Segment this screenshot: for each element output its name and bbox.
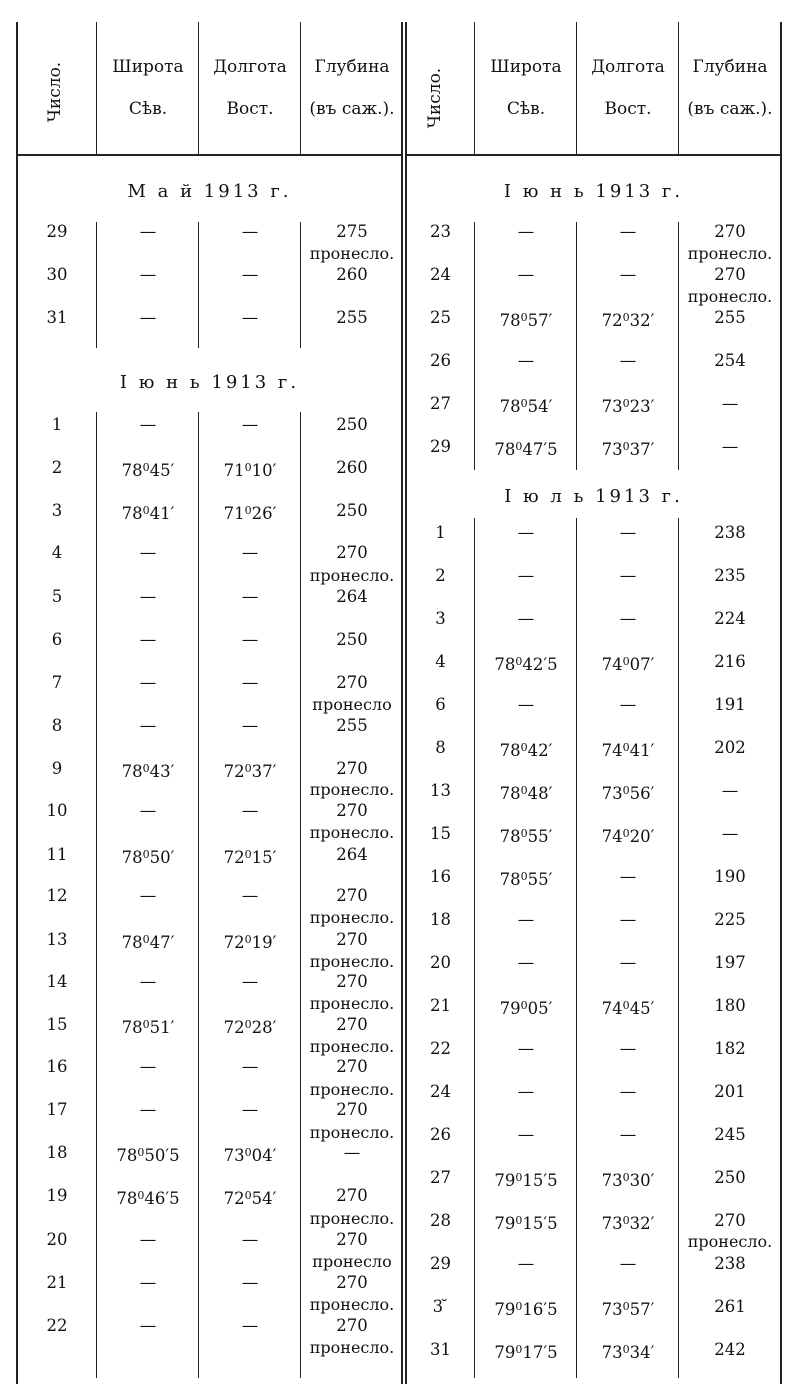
cell-depth: 275 [336, 222, 368, 241]
body-col-sep [96, 412, 97, 1378]
depth-note: пронесло. [309, 994, 395, 1013]
cell-longitude: — [619, 1254, 637, 1273]
body-col-sep [198, 222, 199, 348]
cell-day: 4 [51, 543, 63, 562]
cell-day: 6 [435, 695, 446, 714]
cell-longitude: — [619, 566, 637, 585]
cell-longitude: — [619, 609, 637, 628]
cell-latitude: — [517, 910, 535, 929]
cell-depth: 225 [714, 910, 746, 929]
cell-latitude: — [139, 972, 157, 991]
depth-note: пронесло. [309, 780, 395, 799]
header-col-sep [678, 22, 679, 154]
depth-note: пронесло. [687, 287, 773, 306]
header-lat-1: Широта [112, 57, 184, 77]
header-depth-2: (въ саж.). [309, 99, 395, 119]
header-lat-2-right: Сѣв. [506, 99, 546, 119]
cell-longitude: — [241, 630, 259, 649]
cell-latitude: — [517, 1082, 535, 1101]
cell-latitude: — [517, 566, 535, 585]
body-col-sep [300, 412, 301, 1378]
cell-depth: 270 [336, 972, 368, 991]
cell-latitude: — [517, 351, 535, 370]
cell-latitude: $78^051'$ [121, 1018, 175, 1037]
cell-longitude: $72^019'$ [223, 933, 277, 952]
cell-day: 16 [46, 1057, 68, 1076]
cell-longitude: — [241, 265, 259, 284]
depth-note: пронесло. [309, 908, 395, 927]
cell-latitude: $79^015'5$ [494, 1171, 558, 1190]
cell-depth: 270 [336, 1100, 368, 1119]
cell-longitude: — [241, 716, 259, 735]
cell-day: 13 [430, 781, 451, 800]
cell-day: 30 [46, 265, 68, 284]
cell-depth: 260 [336, 458, 368, 477]
cell-longitude: $74^007'$ [601, 655, 655, 674]
cell-longitude: — [241, 222, 259, 241]
cell-depth: 180 [714, 996, 746, 1015]
cell-depth: — [721, 824, 739, 843]
cell-day: 20 [430, 953, 451, 972]
body-col-sep [576, 222, 577, 470]
cell-depth: 190 [714, 867, 746, 886]
cell-day: 4 [435, 652, 446, 671]
cell-day: 1 [51, 415, 63, 434]
cell-day: 8 [51, 716, 63, 735]
cell-depth: 264 [336, 845, 368, 864]
cell-depth: 250 [714, 1168, 746, 1187]
cell-depth: 270 [336, 1230, 368, 1249]
cell-longitude: $72^032'$ [601, 311, 655, 330]
header-rule-right [407, 154, 780, 156]
header-lon-1: Долгота [213, 57, 287, 77]
cell-latitude: $78^041'$ [121, 504, 175, 523]
cell-day: 29 [430, 437, 451, 456]
cell-latitude: $78^057'$ [499, 311, 553, 330]
cell-latitude: — [139, 222, 157, 241]
cell-longitude: — [241, 886, 259, 905]
cell-longitude: $72^015'$ [223, 848, 277, 867]
cell-day: 24 [430, 265, 451, 284]
cell-day: 12 [46, 886, 68, 905]
cell-day: 18 [430, 910, 451, 929]
cell-depth: 270 [336, 1316, 368, 1335]
cell-day: 26 [430, 1125, 451, 1144]
cell-latitude: — [139, 1230, 157, 1249]
cell-depth: 202 [714, 738, 746, 757]
cell-latitude: — [517, 1039, 535, 1058]
cell-latitude: — [139, 716, 157, 735]
cell-day: 25 [430, 308, 451, 327]
depth-note: пронесло. [309, 1123, 395, 1142]
cell-depth: 270 [714, 222, 746, 241]
header-lat-2: Сѣв. [128, 99, 168, 119]
cell-latitude: $79^005'$ [499, 999, 553, 1018]
cell-depth: 224 [714, 609, 746, 628]
body-col-sep [576, 518, 577, 1378]
depth-note: пронесло. [309, 1295, 395, 1314]
body-col-sep [678, 518, 679, 1378]
cell-latitude: — [139, 308, 157, 327]
cell-latitude: $78^048'$ [499, 784, 553, 803]
cell-latitude: — [517, 222, 535, 241]
depth-note: пронесло. [687, 244, 773, 263]
cell-day: 28 [430, 1211, 451, 1230]
cell-longitude: $72^037'$ [223, 762, 277, 781]
depth-note: пронесло. [309, 1080, 395, 1099]
cell-day: 31 [46, 308, 68, 327]
cell-latitude: $78^050'$ [121, 848, 175, 867]
header-col-sep [300, 22, 301, 154]
cell-latitude: $79^017'5$ [494, 1343, 558, 1362]
cell-latitude: — [517, 609, 535, 628]
section-title: І ю н ь 1913 г. [119, 372, 300, 393]
cell-day: 2 [51, 458, 63, 477]
cell-longitude: — [241, 972, 259, 991]
cell-day: 22 [46, 1316, 68, 1335]
cell-depth: 270 [336, 886, 368, 905]
cell-depth: — [343, 1143, 361, 1162]
cell-depth: 250 [336, 501, 368, 520]
body-col-sep [474, 518, 475, 1378]
header-lon-2-right: Вост. [604, 99, 652, 119]
cell-day: 1 [435, 523, 446, 542]
header-col-sep [576, 22, 577, 154]
cell-depth: 238 [714, 523, 746, 542]
cell-day: 22 [430, 1039, 451, 1058]
depth-note: пронесло [312, 695, 392, 714]
cell-longitude: $71^026'$ [223, 504, 277, 523]
cell-depth: 254 [714, 351, 746, 370]
cell-longitude: — [241, 1230, 259, 1249]
cell-day: 7 [51, 673, 63, 692]
cell-latitude: — [139, 886, 157, 905]
cell-latitude: $78^055'$ [499, 870, 553, 889]
cell-day: 29 [430, 1254, 451, 1273]
cell-latitude: $78^054'$ [499, 397, 553, 416]
depth-note: пронесло [312, 1252, 392, 1271]
cell-longitude: — [241, 543, 259, 562]
cell-day: 15 [430, 824, 451, 843]
cell-longitude: — [619, 222, 637, 241]
cell-longitude: — [619, 910, 637, 929]
cell-longitude: — [619, 351, 637, 370]
cell-latitude: — [139, 673, 157, 692]
cell-latitude: $78^055'$ [499, 827, 553, 846]
header-rule-left [18, 154, 401, 156]
cell-longitude: $73^030'$ [601, 1171, 655, 1190]
depth-note: пронесло. [309, 1209, 395, 1228]
cell-longitude: — [241, 1273, 259, 1292]
cell-latitude: — [139, 543, 157, 562]
cell-day: 21 [430, 996, 451, 1015]
cell-depth: 255 [714, 308, 746, 327]
cell-longitude: — [241, 801, 259, 820]
cell-depth: 270 [336, 543, 368, 562]
cell-latitude: $78^045'$ [121, 461, 175, 480]
cell-depth: 270 [336, 930, 368, 949]
cell-longitude: $73^037'$ [601, 440, 655, 459]
header-col-sep [198, 22, 199, 154]
cell-longitude: — [241, 1316, 259, 1335]
cell-longitude: $73^056'$ [601, 784, 655, 803]
header-col-sep [474, 22, 475, 154]
cell-depth: 270 [714, 265, 746, 284]
cell-latitude: — [139, 415, 157, 434]
cell-longitude: — [619, 1082, 637, 1101]
cell-longitude: — [241, 587, 259, 606]
cell-depth: 245 [714, 1125, 746, 1144]
cell-depth: — [721, 781, 739, 800]
cell-depth: 255 [336, 308, 368, 327]
cell-depth: 270 [336, 673, 368, 692]
cell-latitude: $78^042'5$ [494, 655, 558, 674]
cell-depth: 270 [336, 1273, 368, 1292]
cell-day: 19 [46, 1186, 68, 1205]
cell-latitude: — [139, 1057, 157, 1076]
depth-note: пронесло. [687, 1232, 773, 1251]
cell-latitude: — [139, 801, 157, 820]
cell-longitude: $73^034'$ [601, 1343, 655, 1362]
section-title: М а й 1913 г. [127, 181, 292, 202]
right-border [780, 22, 782, 1384]
cell-day: 26 [430, 351, 451, 370]
cell-depth: 270 [336, 1057, 368, 1076]
section-title: І ю н ь 1913 г. [503, 181, 684, 202]
cell-longitude: $74^045'$ [601, 999, 655, 1018]
cell-latitude: $78^047'5$ [494, 440, 558, 459]
cell-day: 3 ̆ [432, 1297, 449, 1316]
cell-latitude: — [139, 630, 157, 649]
cell-longitude: — [619, 265, 637, 284]
cell-depth: 270 [714, 1211, 746, 1230]
cell-longitude: $71^010'$ [223, 461, 277, 480]
cell-day: 3 [435, 609, 446, 628]
cell-latitude: — [517, 523, 535, 542]
cell-depth: — [721, 394, 739, 413]
body-col-sep [198, 412, 199, 1378]
cell-day: 15 [46, 1015, 68, 1034]
cell-day: 10 [46, 801, 68, 820]
cell-day: 18 [46, 1143, 68, 1162]
cell-day: 14 [46, 972, 68, 991]
header-lon-2: Вост. [226, 99, 274, 119]
cell-day: 31 [430, 1340, 451, 1359]
cell-longitude: $73^057'$ [601, 1300, 655, 1319]
cell-longitude: — [619, 867, 637, 886]
cell-depth: 250 [336, 630, 368, 649]
cell-longitude: — [619, 953, 637, 972]
cell-depth: 261 [714, 1297, 746, 1316]
depth-note: пронесло. [309, 952, 395, 971]
cell-longitude: — [619, 523, 637, 542]
cell-latitude: $78^042'$ [499, 741, 553, 760]
section-title: І ю л ь 1913 г. [504, 486, 683, 507]
cell-depth: 260 [336, 265, 368, 284]
cell-longitude: $73^032'$ [601, 1214, 655, 1233]
cell-latitude: $78^043'$ [121, 762, 175, 781]
cell-longitude: — [241, 415, 259, 434]
cell-latitude: — [517, 1125, 535, 1144]
cell-longitude: — [619, 695, 637, 714]
cell-depth: 182 [714, 1039, 746, 1058]
cell-depth: 197 [714, 953, 746, 972]
cell-latitude: $78^046'5$ [116, 1189, 180, 1208]
cell-day: 29 [46, 222, 68, 241]
cell-latitude: $79^016'5$ [494, 1300, 558, 1319]
cell-latitude: — [139, 1316, 157, 1335]
cell-day: 20 [46, 1230, 68, 1249]
cell-latitude: — [517, 695, 535, 714]
body-col-sep [474, 222, 475, 470]
cell-day: 6 [51, 630, 63, 649]
cell-depth: 270 [336, 801, 368, 820]
cell-day: 8 [435, 738, 446, 757]
cell-day: 3 [51, 501, 63, 520]
body-col-sep [678, 222, 679, 470]
cell-day: 23 [430, 222, 451, 241]
cell-day: 27 [430, 394, 451, 413]
cell-day: 16 [430, 867, 451, 886]
cell-longitude: — [241, 308, 259, 327]
header-depth-1-right: Глубина [692, 57, 768, 77]
cell-longitude: $73^023'$ [601, 397, 655, 416]
cell-longitude: $74^041'$ [601, 741, 655, 760]
cell-day: 24 [430, 1082, 451, 1101]
cell-depth: 264 [336, 587, 368, 606]
cell-latitude: — [139, 265, 157, 284]
cell-latitude: — [139, 1273, 157, 1292]
cell-depth: 235 [714, 566, 746, 585]
header-day-right: Число. [425, 67, 445, 129]
cell-latitude: $79^015'5$ [494, 1214, 558, 1233]
cell-longitude: $74^020'$ [601, 827, 655, 846]
cell-depth: 255 [336, 716, 368, 735]
depth-note: пронесло. [309, 244, 395, 263]
header-lat-1-right: Широта [490, 57, 562, 77]
cell-longitude: — [619, 1039, 637, 1058]
cell-day: 2 [435, 566, 446, 585]
header-depth-2-right: (въ саж.). [687, 99, 773, 119]
cell-depth: — [721, 437, 739, 456]
cell-day: 17 [46, 1100, 68, 1119]
header-depth-1: Глубина [314, 57, 390, 77]
depth-note: пронесло. [309, 1037, 395, 1056]
cell-depth: 270 [336, 759, 368, 778]
depth-note: пронесло. [309, 823, 395, 842]
cell-day: 13 [46, 930, 68, 949]
cell-latitude: — [139, 1100, 157, 1119]
cell-longitude: $72^028'$ [223, 1018, 277, 1037]
header-lon-1-right: Долгота [591, 57, 665, 77]
cell-day: 27 [430, 1168, 451, 1187]
cell-latitude: $78^047'$ [121, 933, 175, 952]
cell-latitude: — [517, 953, 535, 972]
cell-latitude: — [139, 587, 157, 606]
cell-day: 9 [51, 759, 63, 778]
cell-depth: 270 [336, 1186, 368, 1205]
cell-longitude: — [241, 1100, 259, 1119]
cell-longitude: — [241, 673, 259, 692]
cell-depth: 191 [714, 695, 746, 714]
cell-latitude: $78^050'5$ [116, 1146, 180, 1165]
cell-depth: 242 [714, 1340, 746, 1359]
header-day: Число. [45, 61, 65, 123]
body-col-sep [96, 222, 97, 348]
cell-longitude: — [241, 1057, 259, 1076]
depth-note: пронесло. [309, 1338, 395, 1357]
cell-longitude: $73^004'$ [223, 1146, 277, 1165]
cell-depth: 238 [714, 1254, 746, 1273]
cell-latitude: — [517, 265, 535, 284]
cell-depth: 216 [714, 652, 746, 671]
cell-day: 5 [51, 587, 63, 606]
depth-note: пронесло. [309, 566, 395, 585]
cell-longitude: $72^054'$ [223, 1189, 277, 1208]
cell-depth: 270 [336, 1015, 368, 1034]
body-col-sep [300, 222, 301, 348]
cell-day: 11 [46, 845, 68, 864]
cell-longitude: — [619, 1125, 637, 1144]
header-col-sep [96, 22, 97, 154]
cell-day: 21 [46, 1273, 68, 1292]
cell-depth: 201 [714, 1082, 746, 1101]
cell-depth: 250 [336, 415, 368, 434]
cell-latitude: — [517, 1254, 535, 1273]
